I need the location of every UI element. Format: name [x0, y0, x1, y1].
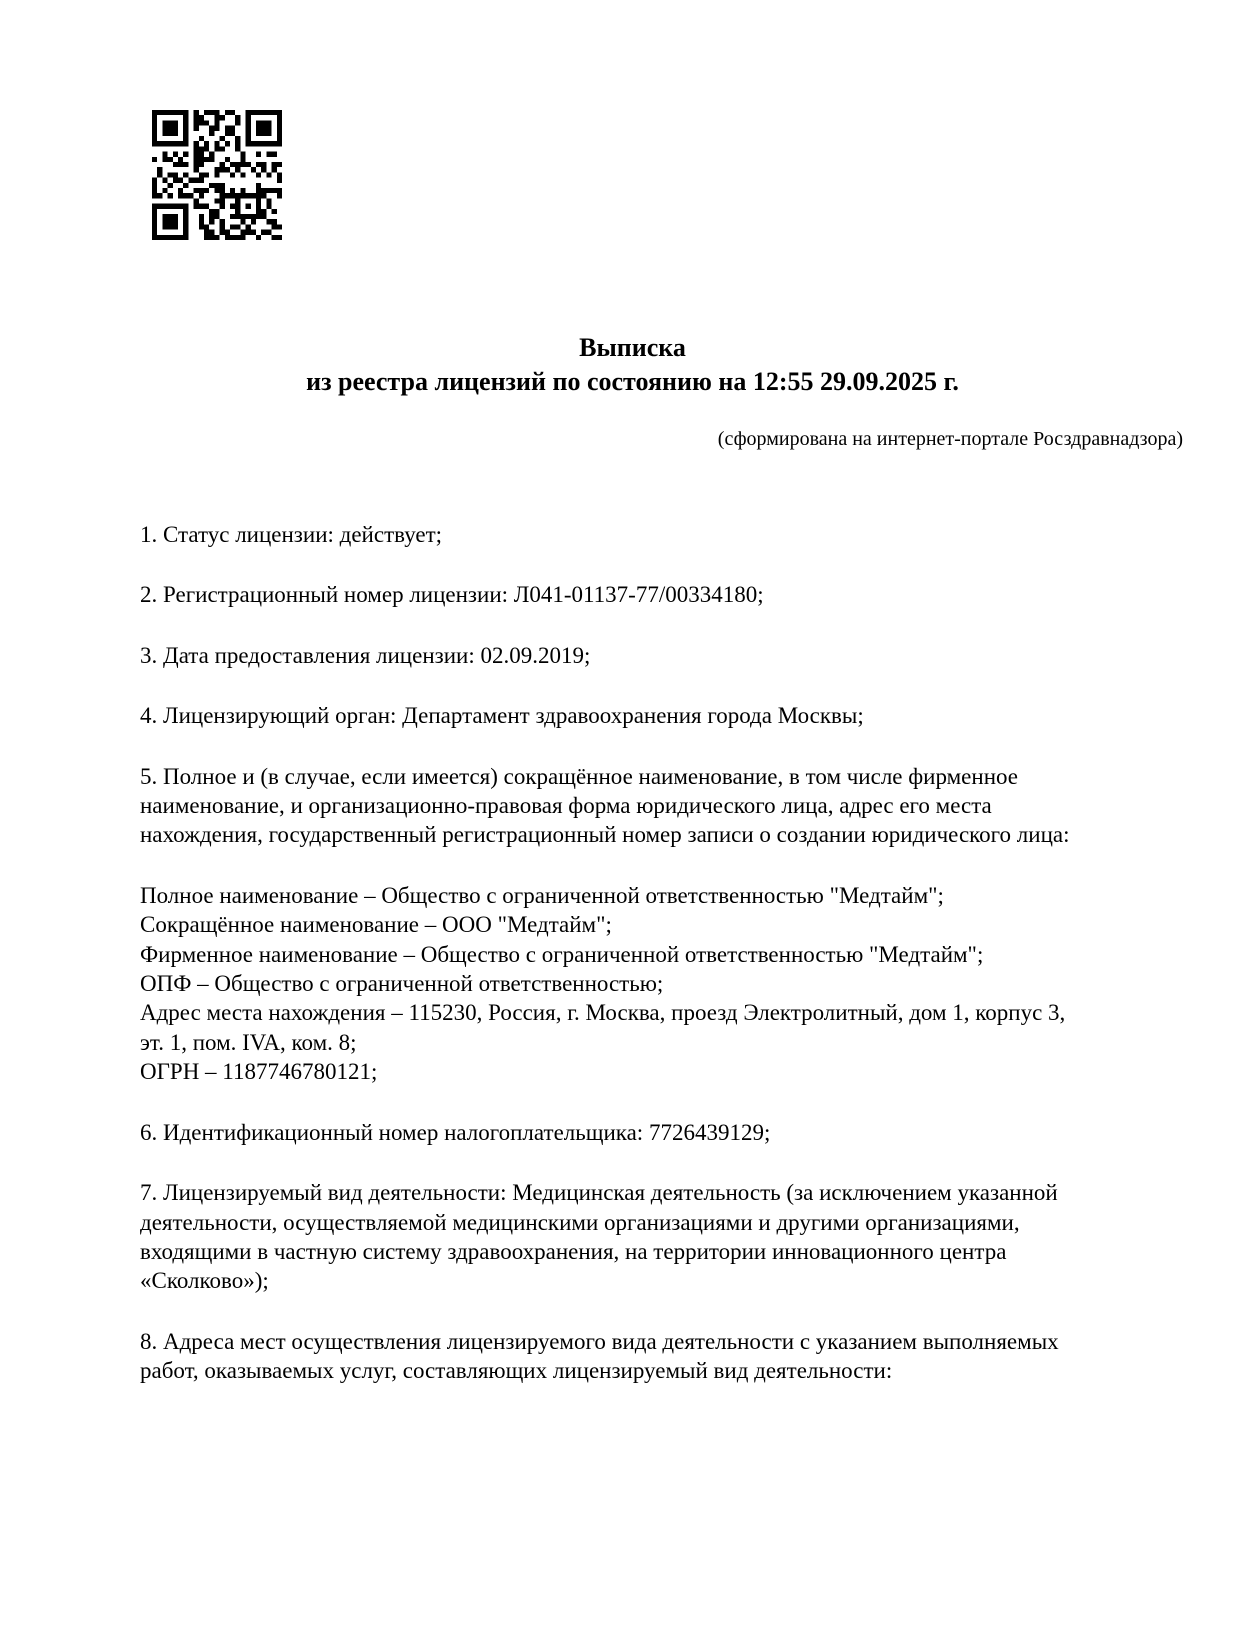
paragraph-2 — [140, 580, 1210, 609]
text-line: 8. Адреса мест осуществления лицензируемого вида деятельности с указанием выполняемых — [140, 1328, 1059, 1354]
text-line: 6. Идентификационный номер налогоплательщика: 7726439129; — [140, 1119, 771, 1145]
text-line: Адрес места нахождения – 115230, Россия, г. Москва, проезд Электролитный, дом 1, корпус 3, — [140, 1000, 1066, 1026]
text-line: 1. Статус лицензии: действует; — [140, 522, 443, 547]
qr-code — [152, 110, 282, 240]
text-line: эт. 1, пом. IVA, ком. 8; — [140, 1029, 357, 1055]
text-line: ОПФ – Общество с ограниченной ответственностью; — [140, 971, 664, 997]
text-line: нахождения, государственный регистрационный номер записи о создании юридического лица: — [140, 822, 1070, 848]
paragraph-5 — [140, 762, 1210, 850]
text-line: Полное наименование – Общество с ограниченной ответственностью "Медтайм"; — [140, 882, 944, 908]
text-line: входящими в частную систему здравоохранения, на территории инновационного центра — [140, 1238, 1007, 1264]
text-line: «Сколково»); — [140, 1268, 269, 1294]
paragraph-3 — [140, 641, 1210, 670]
generated-on-portal-note: (сформирована на интернет-портале Росздравнадзора) — [717, 428, 1183, 450]
text-line: ОГРН – 1187746780121; — [140, 1059, 378, 1085]
text-line: 5. Полное и (в случае, если имеется) сокращённое наименование, в том числе фирменное — [140, 763, 1018, 789]
paragraph-6 — [140, 881, 1210, 1087]
text-line: 2. Регистрационный номер лицензии: Л041-01137-77/00334180; — [140, 582, 764, 608]
paragraph-9 — [140, 1327, 1210, 1386]
text-line: Фирменное наименование – Общество с ограниченной ответственностью "Медтайм"; — [140, 941, 984, 967]
document-title — [140, 331, 1125, 399]
text-line: наименование, и организационно-правовая форма юридического лица, адрес его места — [140, 793, 992, 819]
paragraph-1 — [140, 520, 1210, 549]
document-title-line1: Выписка — [579, 333, 686, 362]
text-line: работ, оказываемых услуг, составляющих лицензируемый вид деятельности: — [140, 1358, 893, 1384]
qr-code-image — [152, 110, 282, 240]
text-line: 4. Лицензирующий орган: Департамент здравоохранения города Москвы; — [140, 703, 864, 729]
document-body — [140, 520, 1210, 1417]
document-title-line2: из реестра лицензий по состоянию на 12:55 29.09.2025 г. — [306, 367, 959, 396]
text-line: деятельности, осуществляемой медицинскими организациями и другими организациями, — [140, 1209, 1020, 1235]
text-line: 7. Лицензируемый вид деятельности: Медицинская деятельность (за исключением указанной — [140, 1180, 1058, 1206]
paragraph-8 — [140, 1178, 1210, 1296]
paragraph-4 — [140, 701, 1210, 730]
paragraph-7 — [140, 1118, 1210, 1147]
text-line: Сокращённое наименование – ООО "Медтайм"; — [140, 912, 612, 938]
text-line: 3. Дата предоставления лицензии: 02.09.2019; — [140, 642, 591, 668]
